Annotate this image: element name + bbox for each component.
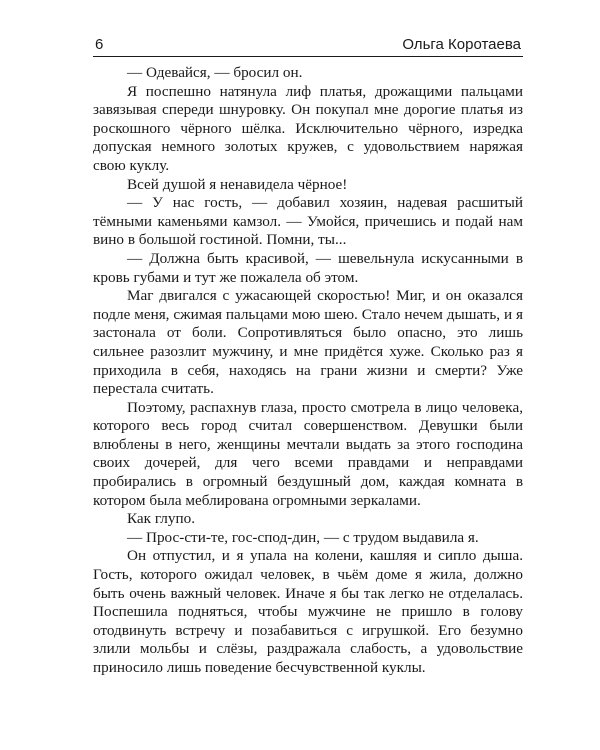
paragraph: — Прос-сти-те, гос-спод-дин, — с трудом выдавила я. <box>127 528 479 546</box>
body-text <box>93 64 523 678</box>
paragraph: — У нас гость, — добавил хозяин, надевая расшитый тёмными каменьями камзол. — Умойся, причешись и подай нам вино в большой гостиной. Помни, ты... <box>93 194 523 249</box>
paragraph: — Одевайся, — бросил он. <box>127 64 303 81</box>
paragraph: Он отпустил, и я упала на колени, кашляя и сипло дыша. Гость, которого ожидал человек, в чьём доме я жила, должно быть очень важный человек. Иначе я бы так легко не отделалась. Поспешила подняться, чтобы мужчине не пришло в голову отодвинуть встречу и позабавиться с игрушкой. Его безумно злили мольбы и слёзы, раздражала слабость, а удовольствие приносило лишь поведение бесчувственной куклы. <box>93 547 523 676</box>
paragraph: — Должна быть красивой, — шевельнула искусанными в кровь губами и тут же пожалела об этом. <box>93 249 523 286</box>
running-head-author: Ольга Коротаева <box>402 36 521 53</box>
paragraph: Как глупо. <box>127 510 195 528</box>
paragraph: Я поспешно натянула лиф платья, дрожащими пальцами завязывая спереди шнуровку. Он покупал мне дорогие платья из роскошного чёрного шёлка. Исключительно чёрного, изредка допуская немного золотых кружев, с удовольствием наряжая свою куклу. <box>93 82 523 174</box>
page-number: 6 <box>95 36 104 53</box>
paragraph: Всей душой я ненавидела чёрное! <box>127 175 348 193</box>
page-header <box>93 34 523 57</box>
paragraph: Маг двигался с ужасающей скоростью! Миг, и он оказался подле меня, сжимая пальцами мою шею. Стало нечем дышать, и я застонала от боли. Сопротивляться было опасно, это лишь сильнее разозлит мужчину, и мне придётся хуже. Сколько раз я приходила в себя, находясь на грани жизни и смерти? Уже перестала считать. <box>93 287 523 398</box>
paragraph: Поэтому, распахнув глаза, просто смотрела в лицо человека, которого весь город считал совершенством. Девушки были влюблены в него, женщины мечтали выдать за этого господина своих дочерей, для чего всеми правдами и неправдами пробирались в огромный бездушный дом, каждая комната в котором была меблирована огромными зеркалами. <box>93 398 523 509</box>
